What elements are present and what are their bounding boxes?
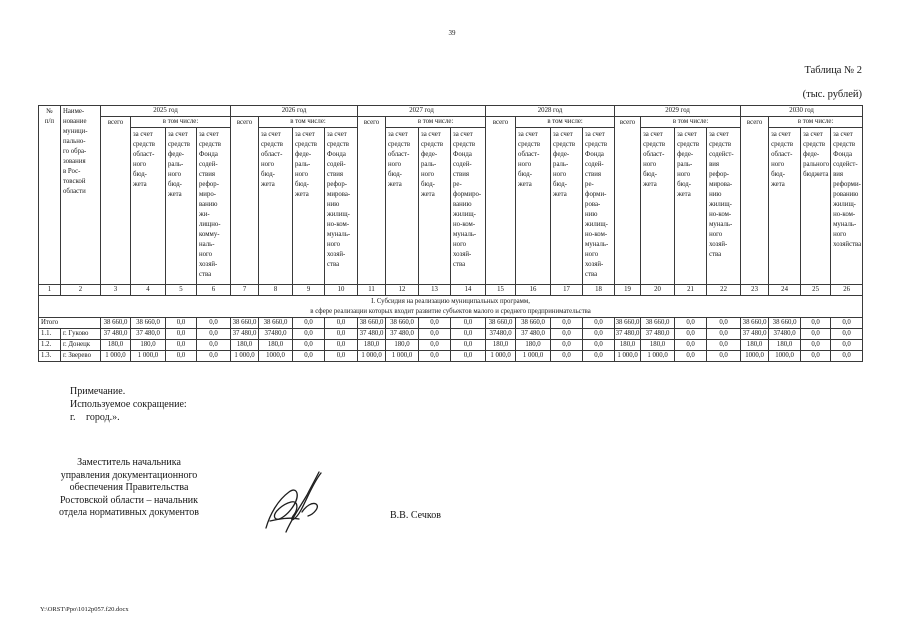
value-cell: 1 000,0 bbox=[615, 351, 641, 362]
table-row bbox=[39, 329, 863, 340]
value-cell: 37480,0 bbox=[486, 329, 516, 340]
value-cell: 38 660,0 bbox=[131, 318, 166, 329]
table-row bbox=[39, 106, 863, 117]
column-number: 7 bbox=[231, 285, 259, 296]
column-number: 12 bbox=[386, 285, 419, 296]
value-cell: 1000,0 bbox=[259, 351, 293, 362]
units-label: (тыс. рублей) bbox=[802, 89, 862, 100]
funding-source-header: за счет средств Фонда содей- ствия ре- форми- рова- нию жилищ- но-ком- муналь- ного хозяй- ства bbox=[583, 128, 615, 285]
value-cell: 37480,0 bbox=[769, 329, 801, 340]
municipality-name: г. Гуково bbox=[61, 329, 101, 340]
value-cell: 180,0 bbox=[386, 340, 419, 351]
value-cell: 180,0 bbox=[741, 340, 769, 351]
total-header: всего bbox=[486, 117, 516, 285]
value-cell: 0,0 bbox=[583, 340, 615, 351]
table-row bbox=[39, 351, 863, 362]
subsidy-table bbox=[38, 105, 863, 362]
value-cell: 0,0 bbox=[675, 340, 707, 351]
value-cell: 38 660,0 bbox=[486, 318, 516, 329]
value-cell: 38 660,0 bbox=[641, 318, 675, 329]
total-header: всего bbox=[615, 117, 641, 285]
value-cell: 0,0 bbox=[419, 340, 451, 351]
value-cell: 180,0 bbox=[641, 340, 675, 351]
year-header: 2028 год bbox=[486, 106, 615, 117]
value-cell: 1 000,0 bbox=[131, 351, 166, 362]
value-cell: 38 660,0 bbox=[769, 318, 801, 329]
column-number: 5 bbox=[166, 285, 197, 296]
funding-source-header: за счет средств феде- раль- ного бюд- жета bbox=[675, 128, 707, 285]
value-cell: 1 000,0 bbox=[386, 351, 419, 362]
including-header: в том числе: bbox=[386, 117, 486, 128]
note-title: Примечание. bbox=[70, 386, 126, 397]
funding-source-header: за счет средств Фонда содей- ствия рефор- мирова- нию жилищ- но-ком- муналь- ного хозяй- ства bbox=[325, 128, 358, 285]
value-cell: 0,0 bbox=[675, 351, 707, 362]
funding-source-header: за счет средств област- ного бюд- жета bbox=[386, 128, 419, 285]
value-cell: 0,0 bbox=[166, 351, 197, 362]
funding-source-header: за счет средств феде- раль- ного бюд- жета bbox=[551, 128, 583, 285]
value-cell: 0,0 bbox=[325, 351, 358, 362]
column-number: 26 bbox=[831, 285, 863, 296]
table-row bbox=[39, 318, 863, 329]
column-number: 14 bbox=[451, 285, 486, 296]
funding-source-header: за счет средств Фонда содей- ствия ре- формиро- ванию жилищ- но-ком- муналь- ного хозяй- ства bbox=[451, 128, 486, 285]
column-number: 2 bbox=[61, 285, 101, 296]
row-number: 1.3. bbox=[39, 351, 61, 362]
including-header: в том числе: bbox=[259, 117, 358, 128]
total-label: Итого bbox=[39, 318, 101, 329]
value-cell: 38 660,0 bbox=[615, 318, 641, 329]
value-cell: 0,0 bbox=[707, 329, 741, 340]
funding-source-header: за счет средств феде- раль- ного бюд- жета bbox=[166, 128, 197, 285]
value-cell: 0,0 bbox=[197, 318, 231, 329]
column-number: 20 bbox=[641, 285, 675, 296]
value-cell: 0,0 bbox=[551, 318, 583, 329]
value-cell: 38 660,0 bbox=[231, 318, 259, 329]
value-cell: 37 480,0 bbox=[615, 329, 641, 340]
value-cell: 38 660,0 bbox=[386, 318, 419, 329]
value-cell: 180,0 bbox=[615, 340, 641, 351]
including-header: в том числе: bbox=[516, 117, 615, 128]
value-cell: 0,0 bbox=[801, 351, 831, 362]
table-row bbox=[39, 296, 863, 318]
value-cell: 0,0 bbox=[801, 329, 831, 340]
value-cell: 0,0 bbox=[451, 340, 486, 351]
column-number: 4 bbox=[131, 285, 166, 296]
value-cell: 0,0 bbox=[583, 329, 615, 340]
column-number: 17 bbox=[551, 285, 583, 296]
value-cell: 37 480,0 bbox=[231, 329, 259, 340]
value-cell: 0,0 bbox=[197, 340, 231, 351]
value-cell: 38 660,0 bbox=[259, 318, 293, 329]
column-number: 25 bbox=[801, 285, 831, 296]
signatory-position: Заместитель начальника управления документационного обеспечения Правительства Ростовской области – начальник отдела нормативных документов bbox=[59, 457, 199, 518]
value-cell: 180,0 bbox=[516, 340, 551, 351]
funding-source-header: за счет средств феде- раль- ного бюд- жета bbox=[293, 128, 325, 285]
value-cell: 37 480,0 bbox=[131, 329, 166, 340]
column-number: 10 bbox=[325, 285, 358, 296]
header-municipality: Наиме- нование муници- пально- го обра- зования в Рос- товской области bbox=[61, 106, 101, 285]
column-number: 3 bbox=[101, 285, 131, 296]
value-cell: 180,0 bbox=[769, 340, 801, 351]
column-number: 23 bbox=[741, 285, 769, 296]
column-number: 13 bbox=[419, 285, 451, 296]
value-cell: 0,0 bbox=[451, 351, 486, 362]
value-cell: 0,0 bbox=[419, 351, 451, 362]
including-header: в том числе: bbox=[641, 117, 741, 128]
value-cell: 0,0 bbox=[325, 318, 358, 329]
value-cell: 1 000,0 bbox=[358, 351, 386, 362]
abbreviation: г. bbox=[70, 412, 76, 423]
column-number: 21 bbox=[675, 285, 707, 296]
value-cell: 0,0 bbox=[166, 318, 197, 329]
column-number: 16 bbox=[516, 285, 551, 296]
value-cell: 38 660,0 bbox=[101, 318, 131, 329]
column-number: 8 bbox=[259, 285, 293, 296]
value-cell: 0,0 bbox=[831, 329, 863, 340]
year-header: 2029 год bbox=[615, 106, 741, 117]
municipality-name: г. Зверево bbox=[61, 351, 101, 362]
value-cell: 180,0 bbox=[358, 340, 386, 351]
funding-source-header: за счет средств област- ного бюд- жета bbox=[769, 128, 801, 285]
signature-stroke bbox=[270, 518, 299, 521]
value-cell: 0,0 bbox=[197, 351, 231, 362]
value-cell: 0,0 bbox=[831, 340, 863, 351]
value-cell: 38 660,0 bbox=[516, 318, 551, 329]
value-cell: 0,0 bbox=[293, 318, 325, 329]
value-cell: 37 480,0 bbox=[516, 329, 551, 340]
funding-source-header: за счет средств феде- рального бюджета bbox=[801, 128, 831, 285]
page-number: 39 bbox=[448, 29, 456, 37]
value-cell: 0,0 bbox=[707, 351, 741, 362]
abbreviation-title: Используемое сокращение: bbox=[70, 399, 187, 410]
row-number: 1.1. bbox=[39, 329, 61, 340]
column-number: 1 bbox=[39, 285, 61, 296]
value-cell: 37 480,0 bbox=[101, 329, 131, 340]
row-number: 1.2. bbox=[39, 340, 61, 351]
value-cell: 37 480,0 bbox=[386, 329, 419, 340]
value-cell: 0,0 bbox=[451, 329, 486, 340]
funding-source-header: за счет средств област- ного бюд- жета bbox=[516, 128, 551, 285]
value-cell: 0,0 bbox=[325, 329, 358, 340]
value-cell: 1000,0 bbox=[741, 351, 769, 362]
funding-source-header: за счет средств област- ного бюд- жета bbox=[259, 128, 293, 285]
column-number: 22 bbox=[707, 285, 741, 296]
value-cell: 1 000,0 bbox=[516, 351, 551, 362]
value-cell: 0,0 bbox=[583, 318, 615, 329]
section-title: I. Субсидия на реализацию муниципальных программ, в сфере реализации которых входит развитие субъектов малого и среднего предпринимательства bbox=[39, 296, 863, 318]
year-header: 2026 год bbox=[231, 106, 358, 117]
value-cell: 0,0 bbox=[707, 318, 741, 329]
value-cell: 0,0 bbox=[583, 351, 615, 362]
table-row bbox=[39, 117, 863, 128]
value-cell: 0,0 bbox=[197, 329, 231, 340]
value-cell: 37 480,0 bbox=[741, 329, 769, 340]
value-cell: 180,0 bbox=[231, 340, 259, 351]
value-cell: 37 480,0 bbox=[641, 329, 675, 340]
abbreviation-meaning: город.». bbox=[86, 412, 120, 423]
funding-source-header: за счет средств содейст- вия рефор- мирова- нию жилищ- но-ком- муналь- ного хозяй- ства bbox=[707, 128, 741, 285]
column-number: 24 bbox=[769, 285, 801, 296]
value-cell: 1000,0 bbox=[769, 351, 801, 362]
value-cell: 0,0 bbox=[419, 318, 451, 329]
value-cell: 180,0 bbox=[486, 340, 516, 351]
table-row bbox=[39, 340, 863, 351]
column-number: 19 bbox=[615, 285, 641, 296]
value-cell: 180,0 bbox=[101, 340, 131, 351]
value-cell: 37480,0 bbox=[259, 329, 293, 340]
value-cell: 0,0 bbox=[551, 340, 583, 351]
total-header: всего bbox=[358, 117, 386, 285]
value-cell: 0,0 bbox=[675, 329, 707, 340]
column-number: 9 bbox=[293, 285, 325, 296]
year-header: 2030 год bbox=[741, 106, 863, 117]
column-number: 18 bbox=[583, 285, 615, 296]
value-cell: 1 000,0 bbox=[486, 351, 516, 362]
value-cell: 0,0 bbox=[707, 340, 741, 351]
funding-source-header: за счет средств област- ного бюд- жета bbox=[641, 128, 675, 285]
column-number: 6 bbox=[197, 285, 231, 296]
value-cell: 0,0 bbox=[451, 318, 486, 329]
value-cell: 0,0 bbox=[801, 318, 831, 329]
signatory-name: В.В. Сечков bbox=[390, 510, 441, 521]
total-header: всего bbox=[231, 117, 259, 285]
funding-source-header: за счет средств Фонда содей- ствия рефор- миро- ванию жи- лищно- комму- наль- ного хозяй- ства bbox=[197, 128, 231, 285]
value-cell: 0,0 bbox=[293, 351, 325, 362]
handwritten-signature bbox=[258, 468, 330, 538]
table-row bbox=[39, 285, 863, 296]
total-header: всего bbox=[101, 117, 131, 285]
total-header: всего bbox=[741, 117, 769, 285]
value-cell: 0,0 bbox=[419, 329, 451, 340]
value-cell: 38 660,0 bbox=[358, 318, 386, 329]
funding-source-header: за счет средств феде- раль- ного бюд- жета bbox=[419, 128, 451, 285]
value-cell: 0,0 bbox=[325, 340, 358, 351]
value-cell: 0,0 bbox=[831, 318, 863, 329]
value-cell: 1 000,0 bbox=[101, 351, 131, 362]
value-cell: 0,0 bbox=[551, 351, 583, 362]
value-cell: 0,0 bbox=[166, 340, 197, 351]
column-number: 11 bbox=[358, 285, 386, 296]
table-row bbox=[39, 128, 863, 285]
value-cell: 0,0 bbox=[831, 351, 863, 362]
value-cell: 1 000,0 bbox=[641, 351, 675, 362]
year-header: 2025 год bbox=[101, 106, 231, 117]
value-cell: 0,0 bbox=[675, 318, 707, 329]
value-cell: 180,0 bbox=[259, 340, 293, 351]
table-caption: Таблица № 2 bbox=[804, 65, 862, 76]
header-number: № п/п bbox=[39, 106, 61, 285]
column-number: 15 bbox=[486, 285, 516, 296]
signature-stroke bbox=[302, 503, 317, 516]
value-cell: 38 660,0 bbox=[741, 318, 769, 329]
funding-source-header: за счет средств област- ного бюд- жета bbox=[131, 128, 166, 285]
municipality-name: г. Донецк bbox=[61, 340, 101, 351]
including-header: в том числе: bbox=[769, 117, 863, 128]
value-cell: 37 480,0 bbox=[358, 329, 386, 340]
including-header: в том числе: bbox=[131, 117, 231, 128]
funding-source-header: за счет средств Фонда содейст- вия реформи- рованию жилищ- но-ком- муналь- ного хозяйства bbox=[831, 128, 863, 285]
value-cell: 0,0 bbox=[293, 329, 325, 340]
value-cell: 0,0 bbox=[551, 329, 583, 340]
value-cell: 0,0 bbox=[293, 340, 325, 351]
file-path-footer: Y:\ORST\Ppo\1012p057.f20.docx bbox=[40, 606, 129, 613]
value-cell: 0,0 bbox=[801, 340, 831, 351]
value-cell: 180,0 bbox=[131, 340, 166, 351]
value-cell: 0,0 bbox=[166, 329, 197, 340]
value-cell: 1 000,0 bbox=[231, 351, 259, 362]
year-header: 2027 год bbox=[358, 106, 486, 117]
